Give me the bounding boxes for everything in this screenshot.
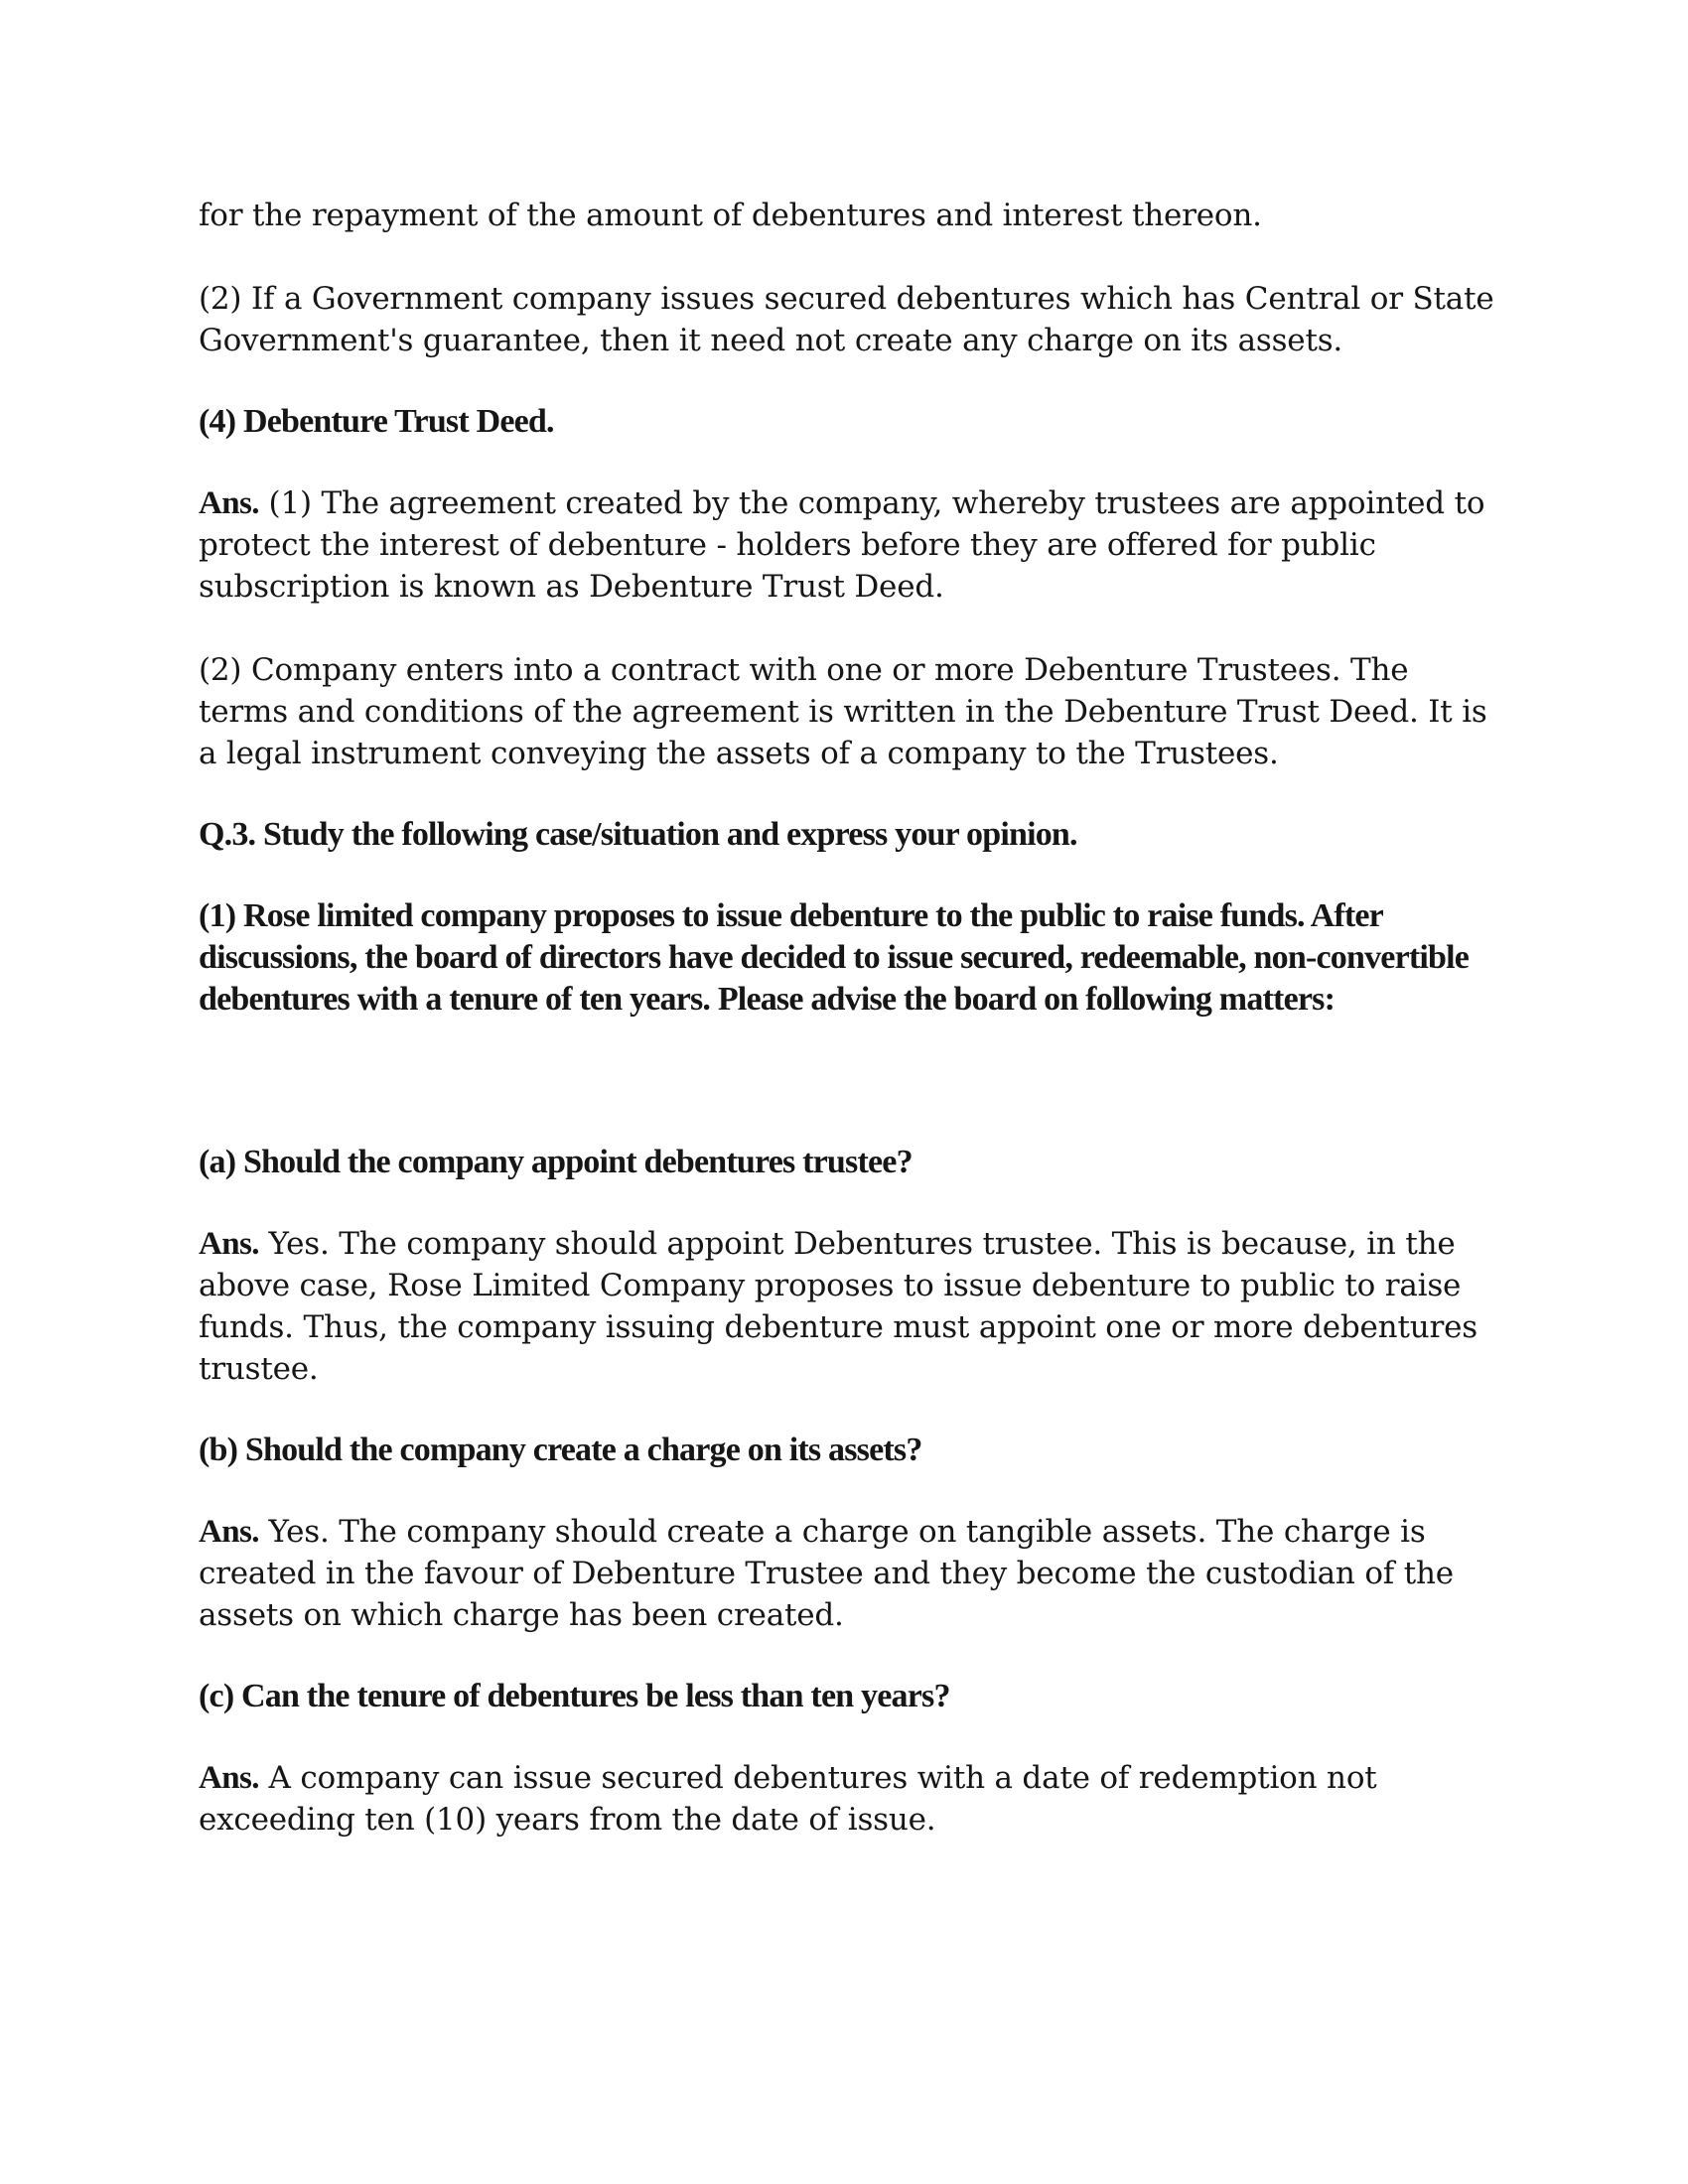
answer-text: Yes. The company should create a charge on tangible assets. The charge is created in the favour of Debenture Trustee and they become the custodian of the assets on which charge has been created. bbox=[199, 1514, 1454, 1633]
continuation-text: for the repayment of the amount of debentures and interest thereon. bbox=[199, 198, 1262, 233]
question-3-heading: Q.3. Study the following case/situation and express your opinion. bbox=[199, 816, 1077, 853]
answer-b bbox=[199, 1511, 1499, 1636]
answer-text: (1) The agreement created by the company, whereby trustees are appointed to protect the interest of debenture - holders before they are offered for public subscription is known as Debenture Trust Deed. bbox=[199, 485, 1485, 605]
question-b: (b) Should the company create a charge on its assets? bbox=[199, 1432, 922, 1468]
answer-c bbox=[199, 1757, 1499, 1841]
answer-text: A company can issue secured debentures with a date of redemption not exceeding ten (10) years from the date of issue. bbox=[199, 1760, 1377, 1838]
ans-label: Ans. bbox=[199, 1514, 259, 1550]
document-page bbox=[199, 195, 1499, 1841]
answer-text: Yes. The company should appoint Debentures trustee. This is because, in the above case, Rose Limited Company proposes to issue debenture to public to raise funds. Thus, the company issuing debenture must appoint one or more debentures trustee. bbox=[199, 1226, 1477, 1387]
question-c: (c) Can the tenure of debentures be less than ten years? bbox=[199, 1678, 950, 1714]
answer-a bbox=[199, 1223, 1499, 1390]
ans-label: Ans. bbox=[199, 1226, 259, 1262]
trust-deed-answer-1 bbox=[199, 482, 1499, 608]
question-a: (a) Should the company appoint debentures trustee? bbox=[199, 1144, 913, 1180]
trust-deed-answer-2: (2) Company enters into a contract with one or more Debenture Trustees. The terms and conditions of the agreement is written in the Debenture Trust Deed. It is a legal instrument conveying the assets of a company to the Trustees. bbox=[199, 652, 1487, 771]
ans-label: Ans. bbox=[199, 1760, 259, 1796]
case-study-text: (1) Rose limited company proposes to issue debenture to the public to raise funds. After discussions, the board of directors have decided to issue secured, redeemable, non-convertible debentures with a tenure of ten years. Please advise the board on following matters: bbox=[199, 897, 1470, 1018]
section-heading-trust-deed: (4) Debenture Trust Deed. bbox=[199, 403, 554, 440]
ans-label: Ans. bbox=[199, 485, 259, 521]
government-guarantee-point: (2) If a Government company issues secured debentures which has Central or State Government's guarantee, then it need not create any charge on its assets. bbox=[199, 281, 1494, 358]
